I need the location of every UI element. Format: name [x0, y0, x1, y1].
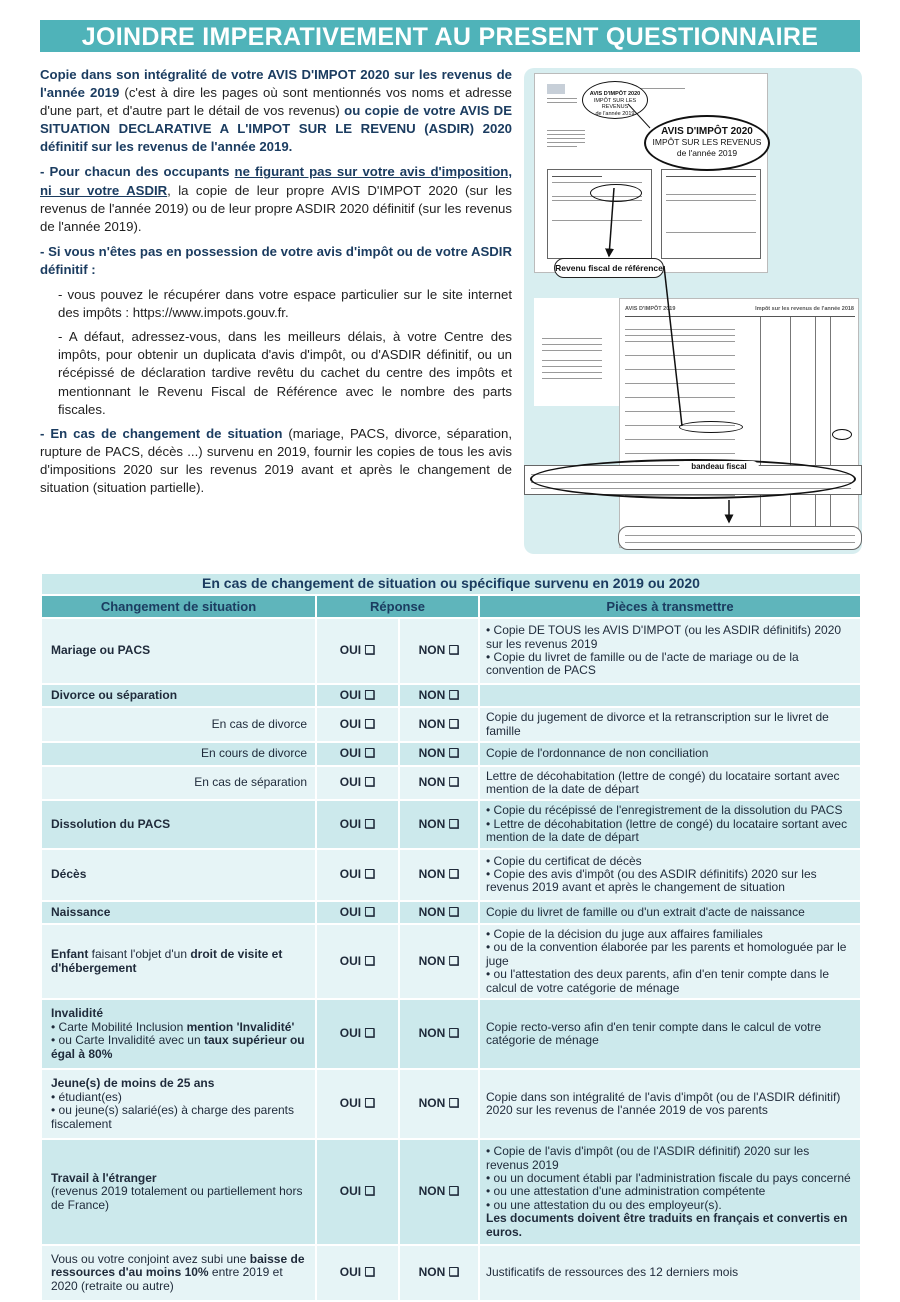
oui-checkbox-cours-divorce[interactable]: OUI ❑ [316, 742, 399, 765]
doc-item: • Copie du livret de famille ou de l'acte de mariage ou de la convention de PACS [486, 650, 799, 678]
situation-baisse-part3: entre 2019 et 2020 (retraite ou autre) [51, 1265, 283, 1293]
situation-cas-divorce: En cas de divorce [41, 707, 316, 742]
instruction-missing [40, 243, 512, 279]
tax-notice-illustration [524, 68, 862, 554]
doc-item: Justificatifs de ressources des 12 derniers mois [479, 1245, 861, 1301]
table-row [41, 1245, 861, 1301]
instruction-occupants-part3: , la copie de leur propre AVIS D'IMPOT 2020 (sur les revenus de l'année 2019) ou de leur propre ASDIR 2020 définitif (sur les revenus de l'année 2019). [40, 182, 512, 234]
situation-naissance: Naissance [51, 904, 111, 919]
situation-invalidite-title: Invalidité [51, 1006, 104, 1021]
instruction-occupants-part2: ne figurant pas sur votre avis d'imposition, ni sur votre ASDIR [40, 164, 513, 198]
situation-enfant-part2: faisant l'objet d'un [88, 947, 191, 962]
non-checkbox-cours-divorce[interactable]: NON ❑ [399, 742, 479, 765]
table-row [41, 684, 861, 707]
oui-checkbox-invalidite[interactable]: OUI ❑ [316, 999, 399, 1069]
situation-enfant-part1: Enfant [51, 947, 89, 962]
header-response: Réponse [316, 595, 479, 618]
situation-mariage: Mariage ou PACS [51, 643, 151, 658]
doc-item: • Copie DE TOUS les AVIS D'IMPOT (ou les ASDIR définitifs) 2020 sur les revenus 2019 [486, 623, 842, 651]
situation-baisse [41, 1245, 316, 1301]
oui-checkbox-jeune[interactable]: OUI ❑ [316, 1069, 399, 1139]
oui-checkbox-divorce[interactable]: OUI ❑ [316, 684, 399, 707]
table-row [41, 766, 861, 801]
non-checkbox-divorce[interactable]: NON ❑ [399, 684, 479, 707]
situation-table-wrapper [40, 572, 860, 1302]
instruction-occupants [40, 163, 512, 235]
page2-title: AVIS D'IMPÔT 2019 [625, 306, 676, 312]
instruction-main-part2: (c'est à dire les pages où sont mentionnés vos noms et adresse d'une part, et d'autre part le détail de vos revenus) [40, 85, 512, 119]
situation-baisse-part2: baisse de ressources d'au moins 10% [51, 1251, 305, 1280]
instruction-tax-centre: - A défaut, adressez-vous, dans les meilleurs délais, à votre Centre des impôts, pour obtenir un duplicata d'avis d'impôt, ou d'ASDIR définitif, ou un récépissé de déclaration tardive revêtu du cachet du centre des impôts et mentionnant le Revenu Fiscal de Référence avec le nombre des parts fiscales. [58, 329, 512, 417]
instruction-main-part1: Copie dans son intégralité de votre AVIS D'IMPOT 2020 sur les revenus de l'année 2019 [40, 67, 512, 101]
situation-invalidite-line2: • ou Carte Invalidité avec un [51, 1033, 204, 1048]
table-row [41, 707, 861, 742]
non-checkbox-travail[interactable]: NON ❑ [399, 1139, 479, 1245]
doc-item: • Copie des avis d'impôt (ou des ASDIR définitifs) 2020 sur les revenus 2019 avant et après le changement de situation [486, 866, 817, 895]
situation-divorce: Divorce ou séparation [51, 688, 178, 702]
instruction-main [40, 66, 512, 156]
table-row [41, 999, 861, 1069]
situation-invalidite-line1: • Carte Mobilité Inclusion [51, 1019, 187, 1034]
instruction-website: - vous pouvez le récupérer dans votre espace particulier sur le site internet des impôts : https://www.impots.gouv.fr. [58, 287, 512, 321]
page-banner: JOINDRE IMPERATIVEMENT AU PRESENT QUESTIONNAIRE [40, 20, 860, 52]
situation-enfant [41, 924, 316, 999]
doc-item: • Lettre de décohabitation (lettre de congé) du locataire sortant avec mention de la date de départ [486, 816, 848, 845]
oui-checkbox-enfant[interactable]: OUI ❑ [316, 924, 399, 999]
table-row [41, 1139, 861, 1245]
situation-cours-divorce: En cours de divorce [41, 742, 316, 765]
instruction-change-part2: (mariage, PACS, divorce, séparation, rupture de PACS, décès ...) survenu en 2019, fournir les copies de tous les avis d'impositions 2020 sur les revenus 2019 avant et après le changement de situation (situation partielle). [40, 425, 512, 495]
doc-item: • Copie de l'avis d'impôt (ou de l'ASDIR définitif) 2020 sur les revenus 2019 [486, 1144, 810, 1172]
non-checkbox-invalidite[interactable]: NON ❑ [399, 999, 479, 1069]
tax-notice-title-zoom: AVIS D'IMPÔT 2020 IMPÔT SUR LES REVENUS de l'année 2019 [644, 115, 770, 171]
doc-item: Copie du livret de famille ou d'un extrait d'acte de naissance [479, 901, 861, 924]
doc-item: Lettre de décohabitation (lettre de congé) du locataire sortant avec mention de la date de départ [479, 766, 861, 801]
situation-jeune-line1: • étudiant(es) [51, 1089, 122, 1104]
instruction-main-part3: ou copie de votre AVIS DE SITUATION DECLARATIVE A L'IMPOT SUR LE REVENU (ASDIR) 2020 définitif sur les revenus de l'année 2019. [40, 103, 512, 155]
table-row [41, 849, 861, 901]
table-row [41, 901, 861, 924]
tax-notice-title-highlight: AVIS D'IMPÔT 2020 IMPÔT SUR LES REVENUS de l'année 2019 [582, 81, 648, 119]
doc-item: • ou une attestation du ou des employeur(s). [486, 1197, 722, 1212]
doc-item: Copie recto-verso afin d'en tenir compte dans le calcul de votre catégorie de ménage [479, 999, 861, 1069]
doc-item: Copie de l'ordonnance de non conciliation [479, 742, 861, 765]
situation-travail-detail: (revenus 2019 totalement ou partiellement hors de France) [51, 1184, 303, 1212]
situation-jeune-line2: • ou jeune(s) salarié(es) à charge des parents fiscalement [51, 1103, 294, 1131]
situation-enfant-part3: droit de visite et d'hébergement [51, 947, 283, 975]
instructions [40, 66, 512, 504]
situation-jeune [41, 1069, 316, 1139]
situation-invalidite-line2-bold: taux supérieur ou égal à 80% [51, 1033, 305, 1061]
doc-item: • ou une attestation d'une administration compétente [486, 1184, 766, 1199]
situation-travail-title: Travail à l'étranger [51, 1170, 157, 1185]
oui-checkbox-separation[interactable]: OUI ❑ [316, 766, 399, 801]
situation-separation: En cas de séparation [41, 766, 316, 801]
oui-checkbox-naissance[interactable]: OUI ❑ [316, 901, 399, 924]
doc-item: • Copie du certificat de décès [486, 853, 642, 868]
situation-jeune-title: Jeune(s) de moins de 25 ans [51, 1076, 215, 1091]
tax-band-callout: bandeau fiscal [679, 461, 759, 474]
rfr-callout: Revenu fiscal de référence [554, 258, 664, 278]
non-checkbox-mariage[interactable]: NON ❑ [399, 618, 479, 684]
oui-checkbox-travail[interactable]: OUI ❑ [316, 1139, 399, 1245]
doc-item: Copie dans son intégralité de l'avis d'impôt (ou de l'ASDIR définitif) 2020 sur les revenus de l'année 2019 de vos parents [479, 1069, 861, 1139]
situation-table [40, 572, 862, 1302]
non-checkbox-naissance[interactable]: NON ❑ [399, 901, 479, 924]
situation-baisse-part1: Vous ou votre conjoint avez subi une [51, 1251, 250, 1266]
table-row [41, 1069, 861, 1139]
situation-deces: Décès [51, 866, 87, 881]
oui-checkbox-baisse[interactable]: OUI ❑ [316, 1245, 399, 1301]
table-title: En cas de changement de situation ou spécifique survenu en 2019 ou 2020 [41, 573, 861, 595]
table-row [41, 800, 861, 848]
oui-checkbox-deces[interactable]: OUI ❑ [316, 849, 399, 901]
oui-checkbox-mariage[interactable]: OUI ❑ [316, 618, 399, 684]
callout-arrows [524, 68, 862, 554]
non-checkbox-deces[interactable]: NON ❑ [399, 849, 479, 901]
non-checkbox-separation[interactable]: NON ❑ [399, 766, 479, 801]
non-checkbox-baisse[interactable]: NON ❑ [399, 1245, 479, 1301]
situation-dissolution: Dissolution du PACS [51, 816, 171, 831]
oui-checkbox-cas-divorce[interactable]: OUI ❑ [316, 707, 399, 742]
doc-item: Copie du jugement de divorce et la retranscription sur le livret de famille [479, 707, 861, 742]
non-checkbox-jeune[interactable]: NON ❑ [399, 1069, 479, 1139]
instruction-change [40, 425, 512, 497]
instruction-missing-text: - Si vous n'êtes pas en possession de votre avis d'impôt ou de votre ASDIR définitif : [40, 243, 512, 277]
instruction-occupants-part1: - Pour chacun des occupants [40, 164, 235, 180]
non-checkbox-enfant[interactable]: NON ❑ [399, 924, 479, 999]
situation-travail [41, 1139, 316, 1245]
non-checkbox-dissolution[interactable]: NON ❑ [399, 800, 479, 848]
doc-item: • ou de la convention élaborée par les parents et homologuée par le juge [486, 940, 847, 968]
doc-item: • Copie de la décision du juge aux affaires familiales [486, 927, 763, 942]
oui-checkbox-dissolution[interactable]: OUI ❑ [316, 800, 399, 848]
header-documents: Pièces à transmettre [479, 595, 861, 618]
table-row [41, 618, 861, 684]
doc-item: • Copie du récépissé de l'enregistrement de la dissolution du PACS [486, 803, 843, 818]
table-row [41, 742, 861, 765]
doc-item: • ou un document établi par l'administration fiscale du pays concerné [486, 1170, 851, 1185]
table-row [41, 924, 861, 999]
header-situation: Changement de situation [41, 595, 316, 618]
doc-item-translation: Les documents doivent être traduits en français et convertis en euros. [486, 1211, 848, 1239]
instruction-change-part1: - En cas de changement de situation [40, 425, 283, 441]
page2-title-right: Impôt sur les revenus de l'année 2018 [755, 306, 854, 312]
doc-item: • ou l'attestation des deux parents, afin d'en tenir compte dans le calcul de votre catégorie de ménage [486, 967, 829, 995]
situation-invalidite [41, 999, 316, 1069]
non-checkbox-cas-divorce[interactable]: NON ❑ [399, 707, 479, 742]
situation-invalidite-line1-bold: mention 'Invalidité' [186, 1019, 295, 1034]
